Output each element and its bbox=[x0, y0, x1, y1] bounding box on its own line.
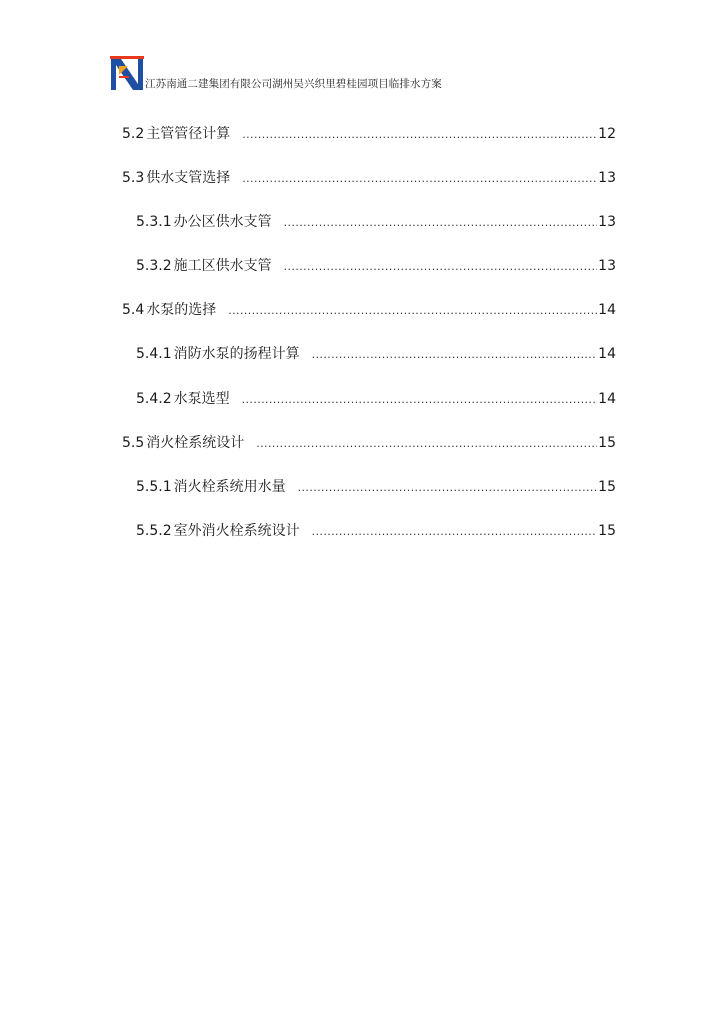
toc-leader-dots bbox=[298, 479, 598, 497]
toc-title: 水泵的选择 bbox=[146, 302, 217, 318]
toc-number: 5.3.1 bbox=[136, 214, 172, 230]
toc-leader-dots bbox=[312, 346, 598, 364]
toc-leader-dots bbox=[312, 523, 598, 541]
toc-title: 办公区供水支管 bbox=[173, 214, 272, 230]
page-header bbox=[110, 56, 442, 90]
toc-leader-dots bbox=[242, 391, 598, 409]
toc-leader-dots bbox=[256, 435, 597, 453]
company-logo-icon bbox=[110, 56, 144, 90]
toc-leader-dots bbox=[284, 258, 598, 276]
toc-leader-dots bbox=[228, 302, 597, 320]
toc-number: 5.4.2 bbox=[136, 391, 172, 407]
toc-entry-5-4[interactable] bbox=[122, 301, 616, 320]
toc-entry-5-5[interactable] bbox=[122, 434, 616, 453]
toc-page-number: 15 bbox=[598, 523, 616, 539]
toc-number: 5.3 bbox=[122, 170, 145, 186]
toc-page-number: 12 bbox=[598, 126, 616, 142]
toc-number: 5.4 bbox=[122, 302, 145, 318]
toc-number: 5.4.1 bbox=[136, 346, 172, 362]
toc-number: 5.5.2 bbox=[136, 523, 172, 539]
toc-title: 供水支管选择 bbox=[146, 170, 231, 186]
toc-entry-5-4-1[interactable] bbox=[136, 345, 616, 364]
toc-page-number: 15 bbox=[598, 435, 616, 451]
toc-title: 施工区供水支管 bbox=[173, 258, 272, 274]
toc-title: 消防水泵的扬程计算 bbox=[173, 346, 300, 362]
toc-entry-5-5-1[interactable] bbox=[136, 478, 616, 497]
toc-page-number: 14 bbox=[598, 302, 616, 318]
toc-entry-5-4-2[interactable] bbox=[136, 390, 616, 409]
toc-number: 5.5 bbox=[122, 435, 145, 451]
toc-entry-5-2[interactable] bbox=[122, 125, 616, 144]
toc-title: 消火栓系统设计 bbox=[146, 435, 245, 451]
toc-number: 5.2 bbox=[122, 126, 145, 142]
toc-entry-5-5-2[interactable] bbox=[136, 522, 616, 541]
toc-page-number: 14 bbox=[598, 391, 616, 407]
toc-title: 消火栓系统用水量 bbox=[173, 479, 286, 495]
toc-title: 室外消火栓系统设计 bbox=[173, 523, 300, 539]
toc-leader-dots bbox=[242, 126, 597, 144]
toc-leader-dots bbox=[284, 214, 598, 232]
toc-number: 5.5.1 bbox=[136, 479, 172, 495]
toc-entry-5-3-2[interactable] bbox=[136, 257, 616, 276]
header-title: 江苏南通二建集团有限公司湖州吴兴织里碧桂园项目临排水方案 bbox=[145, 78, 442, 90]
toc-page-number: 15 bbox=[598, 479, 616, 495]
toc-title: 主管管径计算 bbox=[146, 126, 231, 142]
toc-page-number: 13 bbox=[598, 170, 616, 186]
toc-entry-5-3-1[interactable] bbox=[136, 213, 616, 232]
toc-entry-5-3[interactable] bbox=[122, 169, 616, 188]
toc-leader-dots bbox=[242, 170, 597, 188]
toc-number: 5.3.2 bbox=[136, 258, 172, 274]
toc-page-number: 13 bbox=[598, 214, 616, 230]
toc-title: 水泵选型 bbox=[173, 391, 230, 407]
toc-page-number: 13 bbox=[598, 258, 616, 274]
toc-page-number: 14 bbox=[598, 346, 616, 362]
